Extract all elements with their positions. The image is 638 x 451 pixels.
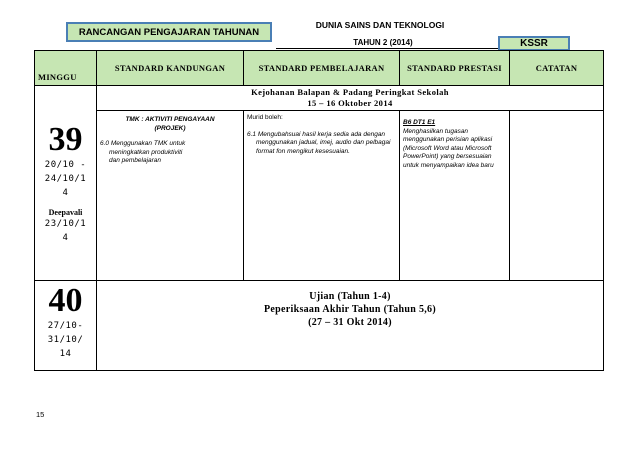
page-number: 15 — [36, 410, 45, 419]
week39-number: 39 — [48, 120, 83, 158]
subject-title: DUNIA SAINS DAN TEKNOLOGI — [315, 20, 445, 30]
col-catatan: CATATAN — [510, 51, 604, 86]
sports-event-title: Kejohanan Balapan & Padang Peringkat Sekolah — [251, 87, 449, 97]
week40-date-line: 14 — [59, 349, 72, 359]
year-label: TAHUN 2 (2014) — [353, 38, 413, 47]
week40-cell — [35, 281, 97, 371]
kandungan-item-cont: dan pembelajaran — [109, 157, 162, 164]
week39-holiday: Deepavali — [48, 207, 83, 217]
kandungan-subtitle: (PROJEK) — [154, 124, 186, 132]
prestasi-line: Menghasilkan tugasan — [403, 127, 469, 135]
pembelajaran-item-cont: menggunakan jadual, imej, audio dan pelbagai — [256, 139, 391, 146]
prestasi-line: (Microsoft Word atau Microsoft — [403, 144, 492, 152]
sports-event-date: 15 – 16 Oktober 2014 — [307, 98, 393, 108]
week39-event-row — [35, 86, 604, 111]
prestasi-line: untuk menyampaikan idea baru — [403, 161, 494, 169]
col-standard-prestasi: STANDARD PRESTASI — [400, 51, 510, 86]
week40-date-line: 31/10/ — [47, 335, 84, 345]
week39-pembelajaran — [244, 111, 400, 281]
col-standard-pembelajaran: STANDARD PEMBELAJARAN — [244, 51, 400, 86]
week40-number: 40 — [48, 282, 83, 319]
exam-line: Ujian (Tahun 1-4) — [309, 291, 391, 302]
plan-title: RANCANGAN PENGAJARAN TAHUNAN — [78, 26, 260, 38]
exam-cell — [97, 281, 604, 371]
pembelajaran-intro: Murid boleh: — [247, 114, 283, 121]
week39-holiday-date-line: 23/10/1 — [44, 218, 87, 229]
week39-date-line: 24/10/1 — [44, 173, 87, 184]
week40-date-line: 27/10- — [47, 321, 84, 331]
week39-date-line: 4 — [62, 187, 69, 198]
kandungan-item: 6.0 Menggunakan TMK untuk — [100, 140, 186, 147]
col-minggu: MINGGU — [35, 51, 97, 86]
prestasi-code: B6 DT1 E1 — [403, 119, 436, 126]
plan-title-box — [66, 22, 272, 42]
week39-catatan — [510, 111, 604, 281]
pembelajaran-item: 6.1 Mengubahsuai hasil kerja sedia ada dengan — [247, 130, 386, 138]
week39-holiday-date-line: 4 — [62, 232, 69, 243]
kandungan-title: TMK : AKTIVITI PENGAYAAN — [125, 116, 215, 123]
exam-line: (27 – 31 Okt 2014) — [308, 317, 392, 328]
pembelajaran-item-cont: format fon mengikut kesesuaian. — [256, 147, 350, 155]
col-standard-kandungan: STANDARD KANDUNGAN — [97, 51, 244, 86]
kandungan-item-cont: meningkatkan produktiviti — [109, 148, 183, 156]
kssr-badge — [498, 36, 570, 51]
week39-date-line: 20/10 - — [44, 159, 87, 170]
sports-event-cell — [97, 86, 604, 111]
week39-content-row — [35, 111, 604, 281]
prestasi-line: menggunakan perisian aplikasi — [403, 136, 493, 143]
prestasi-line: PowerPoint) yang bersesuaian — [403, 153, 492, 160]
week39-kandungan — [97, 111, 244, 281]
exam-line: Peperiksaan Akhir Tahun (Tahun 5,6) — [264, 304, 436, 315]
lesson-plan-table — [34, 50, 604, 371]
week39-prestasi — [400, 111, 510, 281]
header-row — [35, 51, 604, 86]
kssr-label: KSSR — [520, 38, 548, 49]
week39-cell — [35, 86, 97, 281]
header-underline — [276, 48, 498, 49]
week40-row — [35, 281, 604, 371]
